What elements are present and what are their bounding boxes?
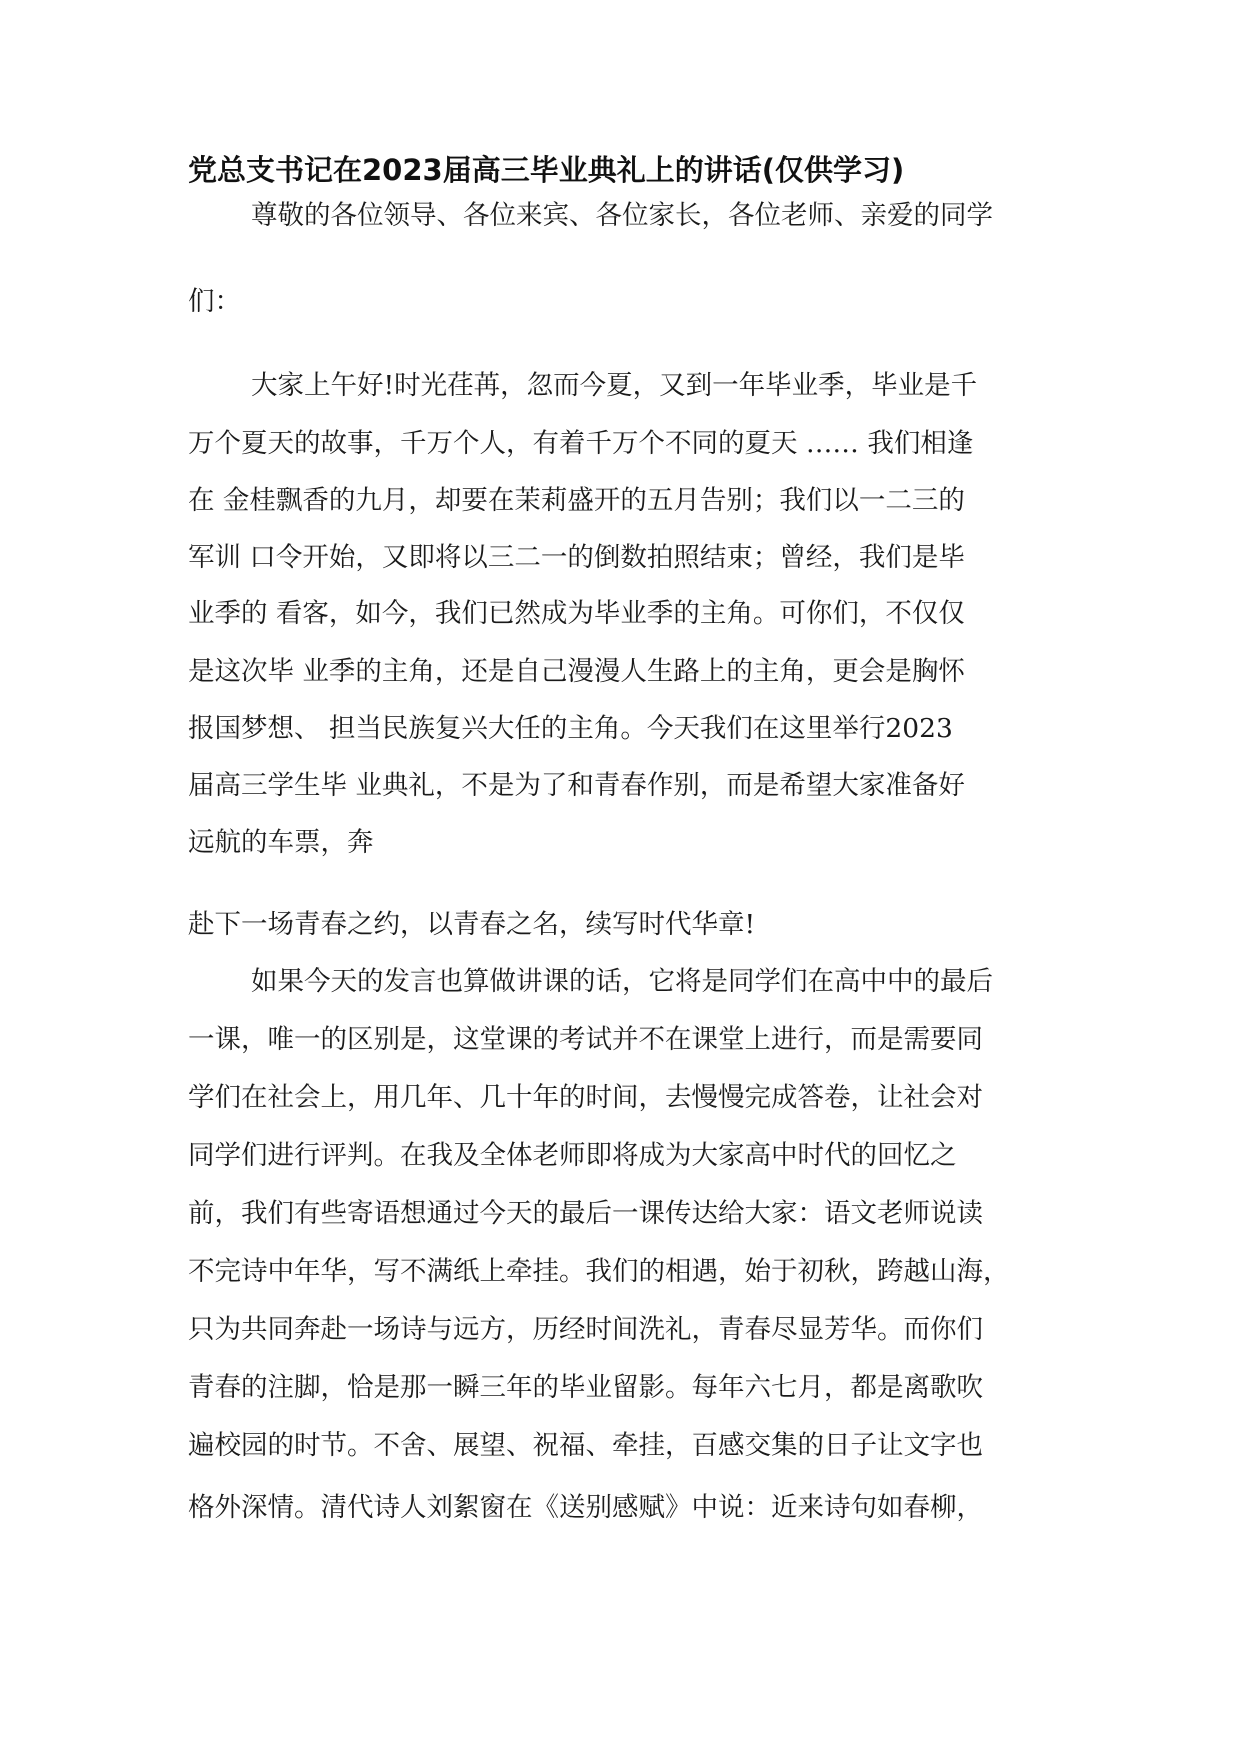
text-line: 远航的车票，奔 (188, 827, 374, 858)
text-line: 是这次毕 业季的主角，还是自己漫漫人生路上的主角，更会是胸怀 (188, 656, 965, 687)
text-line: 格外深情。清代诗人刘絮窗在《送别感赋》中说：近来诗句如春柳， (188, 1492, 983, 1523)
text-line: 不完诗中年华，写不满纸上牵挂。我们的相遇，始于初秋，跨越山海， (188, 1256, 1010, 1287)
text-line: 届高三学生毕 业典礼，不是为了和青春作别，而是希望大家准备好 (188, 770, 965, 801)
text-line: 青春的注脚，恰是那一瞬三年的毕业留影。每年六七月，都是离歌吹 (188, 1372, 983, 1403)
text-line: 军训 口令开始，又即将以三二一的倒数拍照结束；曾经，我们是毕 (188, 542, 965, 573)
text-line: 大家上午好!时光荏苒，忽而今夏，又到一年毕业季，毕业是千 (251, 370, 978, 401)
text-line: 学们在社会上，用几年、几十年的时间，去慢慢完成答卷，让社会对 (188, 1082, 983, 1113)
text-line: 前，我们有些寄语想通过今天的最后一课传达给大家：语文老师说读 (188, 1198, 983, 1229)
text-line: 们： (188, 286, 241, 317)
text-line: 赴下一场青春之约，以青春之名，续写时代华章! (188, 909, 756, 940)
text-line: 在 金桂飘香的九月，却要在茉莉盛开的五月告别；我们以一二三的 (188, 485, 965, 516)
text-line: 业季的 看客，如今，我们已然成为毕业季的主角。可你们，不仅仅 (188, 598, 965, 629)
text-line: 同学们进行评判。在我及全体老师即将成为大家高中时代的回忆之 (188, 1140, 957, 1171)
document-title: 党总支书记在2023届高三毕业典礼上的讲话(仅供学习) (188, 153, 905, 187)
text-line: 尊敬的各位领导、各位来宾、各位家长，各位老师、亲爱的同学 (251, 200, 993, 231)
text-line: 万个夏天的故事，千万个人，有着千万个不同的夏天 …… 我们相逢 (188, 428, 974, 459)
text-line: 遍校园的时节。不舍、展望、祝福、牵挂，百感交集的日子让文字也 (188, 1430, 983, 1461)
text-line: 一课，唯一的区别是，这堂课的考试并不在课堂上进行，而是需要同 (188, 1024, 983, 1055)
text-line: 如果今天的发言也算做讲课的话，它将是同学们在高中中的最后 (251, 966, 993, 997)
text-line: 报国梦想、 担当民族复兴大任的主角。今天我们在这里举行2023 (188, 713, 953, 744)
text-line: 只为共同奔赴一场诗与远方，历经时间洗礼，青春尽显芳华。而你们 (188, 1314, 983, 1345)
